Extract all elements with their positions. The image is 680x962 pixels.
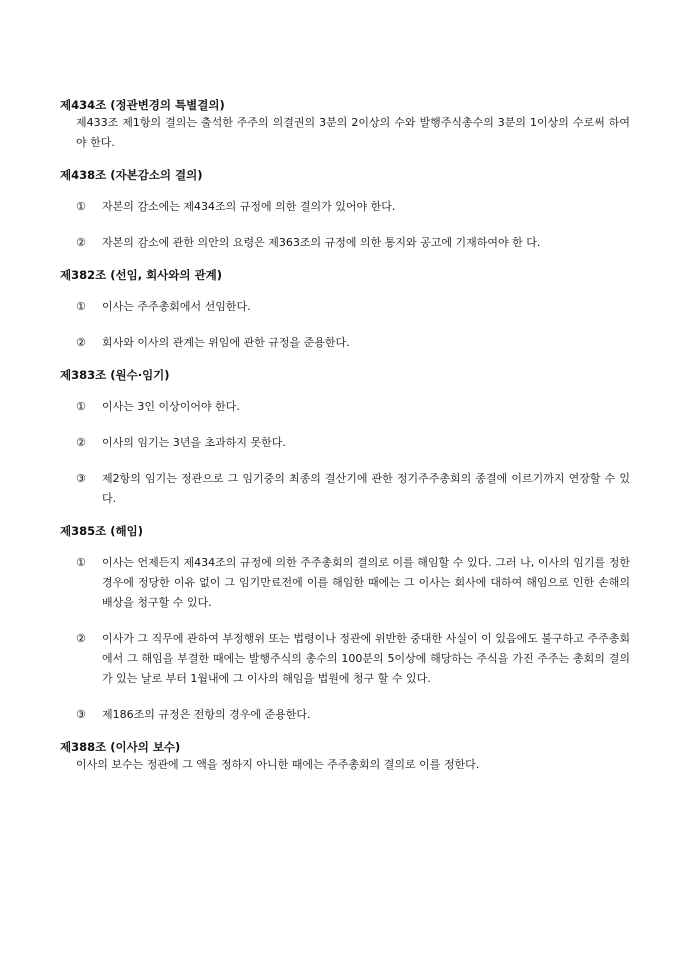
article-382 [60, 267, 630, 353]
clause-number: ① [76, 556, 86, 569]
article-body: 이사의 보수는 정관에 그 액을 정하지 아니한 때에는 주주총회의 결의로 이를 정한다. [76, 758, 480, 771]
clause-number: ① [76, 300, 86, 313]
article-heading: 제438조 (자본감소의 결의) [60, 168, 203, 182]
article-heading: 제388조 (이사의 보수) [60, 740, 181, 754]
article-385 [60, 523, 630, 725]
clause-item [76, 553, 630, 613]
clause-item [76, 297, 630, 317]
article-434 [60, 97, 630, 153]
clause-number: ③ [76, 708, 86, 721]
clause-item [76, 197, 630, 217]
clause-number: ③ [76, 472, 86, 485]
clause-number: ② [76, 436, 86, 449]
article-heading: 제383조 (원수·임기) [60, 368, 170, 382]
article-438 [60, 167, 630, 253]
clause-text: 이사가 그 직무에 관하여 부정행위 또는 법령이나 정관에 위반한 중대한 사실이 이 있음에도 불구하고 주주총회에서 그 해임을 부결한 때에는 발행주식의 총수의 100분의 5이상에 해당하는 주식을 가진 주주는 총회의 결의가 있는 날로 부터 1월내에 그 이사의 해임을 법원에 청구 할 수 있다. [102, 632, 630, 685]
article-heading: 제382조 (선임, 회사와의 관계) [60, 268, 222, 282]
clause-item [76, 333, 630, 353]
clause-text: 제2항의 임기는 정관으로 그 임기중의 최종의 결산기에 관한 정기주주총회의 종결에 이르기까지 연장할 수 있다. [102, 472, 630, 505]
article-heading: 제385조 (해임) [60, 524, 143, 538]
clause-number: ② [76, 236, 86, 249]
clause-item [76, 469, 630, 509]
clause-number: ① [76, 200, 86, 213]
article-388 [60, 739, 630, 775]
clause-number: ② [76, 336, 86, 349]
clause-text: 회사와 이사의 관계는 위임에 관한 규정을 준용한다. [102, 336, 350, 349]
clause-text: 제186조의 규정은 전항의 경우에 준용한다. [102, 708, 311, 721]
clause-text: 이사는 주주총회에서 선임한다. [102, 300, 251, 313]
clause-item [76, 233, 630, 253]
clause-item [76, 705, 630, 725]
clause-item [76, 629, 630, 689]
clause-item [76, 397, 630, 417]
clause-text: 자본의 감소에 관한 의안의 요령은 제363조의 규정에 의한 통지와 공고에 기재하여야 한 다. [102, 236, 541, 249]
clause-number: ① [76, 400, 86, 413]
article-383 [60, 367, 630, 509]
document-page [60, 97, 630, 789]
clause-text: 이사는 언제든지 제434조의 규정에 의한 주주총회의 결의로 이를 해임할 수 있다. 그러 나, 이사의 임기를 정한 경우에 정당한 이유 없이 그 임기만료전에 이를 해임한 때에는 그 이사는 회사에 대하여 해임으로 인한 손해의 배상을 청구할 수 있다. [102, 556, 630, 609]
clause-text: 이사의 임기는 3년을 초과하지 못한다. [102, 436, 286, 449]
clause-text: 자본의 감소에는 제434조의 규정에 의한 결의가 있어야 한다. [102, 200, 396, 213]
clause-item [76, 433, 630, 453]
article-heading: 제434조 (정관변경의 특별결의) [60, 98, 225, 112]
clause-text: 이사는 3인 이상이어야 한다. [102, 400, 240, 413]
clause-number: ② [76, 632, 86, 645]
article-body: 제433조 제1항의 결의는 출석한 주주의 의결권의 3분의 2이상의 수와 발행주식총수의 3분의 1이상의 수로써 하여야 한다. [76, 116, 630, 149]
